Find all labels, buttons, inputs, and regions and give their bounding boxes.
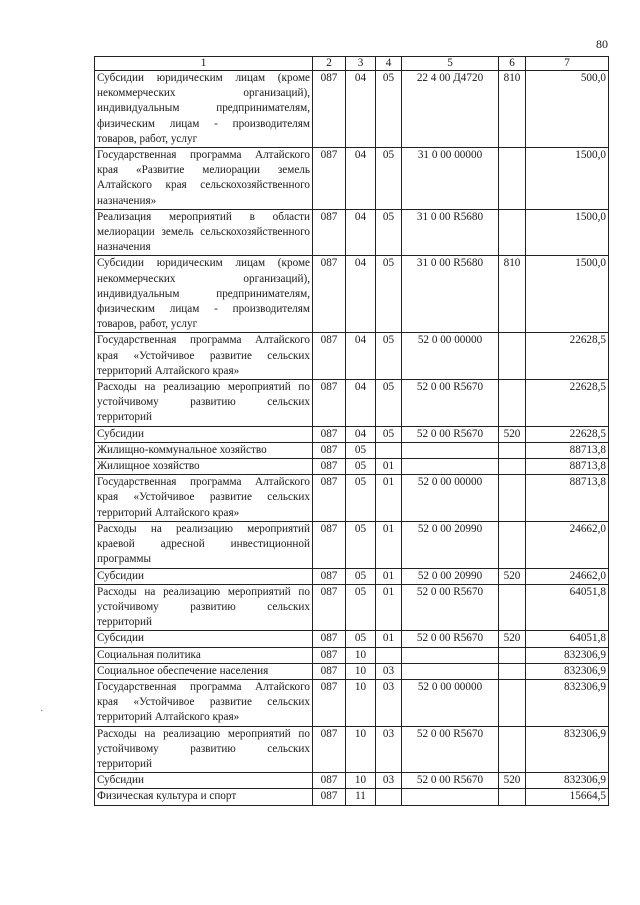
row-target-article-cell <box>402 663 499 679</box>
row-section-cell: 04 <box>346 148 376 210</box>
row-amount-cell: 88713,8 <box>526 442 609 458</box>
row-name-cell: Государственная программа Алтайского края «Развитие мелиорации земель Алтайского края сельскохозяйственного назначения» <box>95 148 313 210</box>
row-ved-cell: 087 <box>313 521 346 568</box>
row-target-article-cell <box>402 459 499 475</box>
row-subsection-cell: 01 <box>376 475 402 522</box>
row-expense-type-cell: 520 <box>499 426 526 442</box>
row-expense-type-cell <box>499 663 526 679</box>
row-expense-type-cell <box>499 459 526 475</box>
row-expense-type-cell <box>499 333 526 380</box>
table-row <box>95 380 609 427</box>
row-section-cell: 11 <box>346 789 376 805</box>
row-name-cell: Субсидии <box>95 568 313 584</box>
row-expense-type-cell <box>499 726 526 773</box>
row-amount-cell: 22628,5 <box>526 333 609 380</box>
row-section-cell: 05 <box>346 459 376 475</box>
row-amount-cell: 832306,9 <box>526 663 609 679</box>
row-expense-type-cell <box>499 679 526 726</box>
row-amount-cell: 832306,9 <box>526 726 609 773</box>
row-amount-cell: 1500,0 <box>526 256 609 333</box>
row-amount-cell: 64051,8 <box>526 584 609 631</box>
row-name-cell: Расходы на реализацию мероприятий по устойчивому развитию сельских территорий <box>95 726 313 773</box>
row-subsection-cell: 05 <box>376 148 402 210</box>
row-name-cell: Государственная программа Алтайского края «Устойчивое развитие сельских территорий Алтайского края» <box>95 679 313 726</box>
row-subsection-cell <box>376 647 402 663</box>
row-name-cell: Расходы на реализацию мероприятий по устойчивому развитию сельских территорий <box>95 380 313 427</box>
row-subsection-cell: 01 <box>376 584 402 631</box>
row-name-cell: Государственная программа Алтайского края «Устойчивое развитие сельских территорий Алтайского края» <box>95 333 313 380</box>
row-ved-cell: 087 <box>313 647 346 663</box>
row-expense-type-cell: 520 <box>499 568 526 584</box>
row-target-article-cell: 52 0 00 R5670 <box>402 631 499 647</box>
row-ved-cell: 087 <box>313 459 346 475</box>
column-header: 4 <box>376 57 402 71</box>
row-section-cell: 10 <box>346 663 376 679</box>
row-amount-cell: 22628,5 <box>526 380 609 427</box>
row-name-cell: Субсидии <box>95 773 313 789</box>
row-target-article-cell <box>402 647 499 663</box>
row-subsection-cell: 05 <box>376 426 402 442</box>
row-section-cell: 05 <box>346 442 376 458</box>
row-section-cell: 10 <box>346 647 376 663</box>
row-target-article-cell <box>402 442 499 458</box>
row-name-cell: Субсидии юридическим лицам (кроме некоммерческих организаций), индивидуальным предпринимателям, физическим лицам - производителям товаров, работ, услуг <box>95 256 313 333</box>
row-target-article-cell: 52 0 00 00000 <box>402 333 499 380</box>
row-subsection-cell: 05 <box>376 380 402 427</box>
row-ved-cell: 087 <box>313 773 346 789</box>
row-subsection-cell: 01 <box>376 521 402 568</box>
row-expense-type-cell <box>499 209 526 256</box>
row-target-article-cell: 31 0 00 00000 <box>402 148 499 210</box>
row-expense-type-cell <box>499 380 526 427</box>
table-row <box>95 333 609 380</box>
row-section-cell: 05 <box>346 631 376 647</box>
row-expense-type-cell <box>499 789 526 805</box>
row-expense-type-cell <box>499 442 526 458</box>
row-expense-type-cell <box>499 584 526 631</box>
row-section-cell: 04 <box>346 209 376 256</box>
row-expense-type-cell: 520 <box>499 631 526 647</box>
row-ved-cell: 087 <box>313 584 346 631</box>
row-subsection-cell: 05 <box>376 333 402 380</box>
row-subsection-cell: 05 <box>376 256 402 333</box>
row-name-cell: Субсидии <box>95 631 313 647</box>
row-ved-cell: 087 <box>313 426 346 442</box>
table-row <box>95 726 609 773</box>
row-ved-cell: 087 <box>313 256 346 333</box>
row-section-cell: 04 <box>346 256 376 333</box>
row-target-article-cell: 52 0 00 20990 <box>402 568 499 584</box>
row-target-article-cell: 22 4 00 Д4720 <box>402 71 499 148</box>
row-amount-cell: 88713,8 <box>526 459 609 475</box>
table-row <box>95 459 609 475</box>
table-row <box>95 568 609 584</box>
row-target-article-cell: 52 0 00 00000 <box>402 475 499 522</box>
row-target-article-cell: 52 0 00 20990 <box>402 521 499 568</box>
row-subsection-cell: 05 <box>376 209 402 256</box>
row-ved-cell: 087 <box>313 148 346 210</box>
row-subsection-cell: 03 <box>376 679 402 726</box>
row-section-cell: 05 <box>346 584 376 631</box>
row-target-article-cell <box>402 789 499 805</box>
row-target-article-cell: 52 0 00 R5670 <box>402 426 499 442</box>
row-target-article-cell: 52 0 00 R5670 <box>402 773 499 789</box>
table-row <box>95 71 609 148</box>
table-row <box>95 442 609 458</box>
row-ved-cell: 087 <box>313 663 346 679</box>
row-amount-cell: 1500,0 <box>526 148 609 210</box>
table-row <box>95 663 609 679</box>
row-subsection-cell: 01 <box>376 631 402 647</box>
row-subsection-cell: 05 <box>376 71 402 148</box>
row-ved-cell: 087 <box>313 209 346 256</box>
row-section-cell: 04 <box>346 426 376 442</box>
table-row <box>95 475 609 522</box>
table-row <box>95 647 609 663</box>
row-name-cell: Физическая культура и спорт <box>95 789 313 805</box>
table-row <box>95 209 609 256</box>
row-target-article-cell: 52 0 00 R5670 <box>402 726 499 773</box>
row-ved-cell: 087 <box>313 380 346 427</box>
row-amount-cell: 1500,0 <box>526 209 609 256</box>
row-target-article-cell: 52 0 00 R5670 <box>402 584 499 631</box>
row-name-cell: Реализация мероприятий в области мелиорации земель сельскохозяйственного назначения <box>95 209 313 256</box>
row-name-cell: Социальная политика <box>95 647 313 663</box>
row-amount-cell: 24662,0 <box>526 521 609 568</box>
row-ved-cell: 087 <box>313 71 346 148</box>
row-ved-cell: 087 <box>313 333 346 380</box>
row-name-cell: Расходы на реализацию мероприятий краевой адресной инвестиционной программы <box>95 521 313 568</box>
table-row <box>95 426 609 442</box>
row-section-cell: 05 <box>346 568 376 584</box>
table-row <box>95 789 609 805</box>
column-header: 7 <box>526 57 609 71</box>
table-row <box>95 256 609 333</box>
scan-speck: · <box>40 706 44 717</box>
page-number: 80 <box>596 37 608 51</box>
row-expense-type-cell <box>499 148 526 210</box>
row-ved-cell: 087 <box>313 475 346 522</box>
row-section-cell: 10 <box>346 773 376 789</box>
row-target-article-cell: 52 0 00 00000 <box>402 679 499 726</box>
row-subsection-cell <box>376 789 402 805</box>
row-name-cell: Жилищно-коммунальное хозяйство <box>95 442 313 458</box>
row-ved-cell: 087 <box>313 442 346 458</box>
column-header: 2 <box>313 57 346 71</box>
table-row <box>95 148 609 210</box>
row-amount-cell: 832306,9 <box>526 647 609 663</box>
row-amount-cell: 88713,8 <box>526 475 609 522</box>
column-header: 1 <box>95 57 313 71</box>
row-name-cell: Социальное обеспечение населения <box>95 663 313 679</box>
row-expense-type-cell: 810 <box>499 71 526 148</box>
table-row <box>95 773 609 789</box>
row-amount-cell: 64051,8 <box>526 631 609 647</box>
table-row <box>95 521 609 568</box>
row-subsection-cell <box>376 442 402 458</box>
row-name-cell: Субсидии юридическим лицам (кроме некоммерческих организаций), индивидуальным предпринимателям, физическим лицам - производителям товаров, работ, услуг <box>95 71 313 148</box>
row-ved-cell: 087 <box>313 726 346 773</box>
row-amount-cell: 22628,5 <box>526 426 609 442</box>
row-amount-cell: 832306,9 <box>526 773 609 789</box>
row-amount-cell: 832306,9 <box>526 679 609 726</box>
table-row <box>95 584 609 631</box>
row-subsection-cell: 03 <box>376 773 402 789</box>
budget-table <box>94 56 609 806</box>
row-section-cell: 05 <box>346 475 376 522</box>
row-name-cell: Субсидии <box>95 426 313 442</box>
row-amount-cell: 15664,5 <box>526 789 609 805</box>
row-section-cell: 04 <box>346 333 376 380</box>
row-target-article-cell: 31 0 00 R5680 <box>402 209 499 256</box>
column-header: 5 <box>402 57 499 71</box>
row-section-cell: 05 <box>346 521 376 568</box>
table-row <box>95 631 609 647</box>
row-expense-type-cell: 520 <box>499 773 526 789</box>
row-section-cell: 04 <box>346 71 376 148</box>
table-body <box>95 71 609 806</box>
row-section-cell: 10 <box>346 679 376 726</box>
column-header: 3 <box>346 57 376 71</box>
row-target-article-cell: 52 0 00 R5670 <box>402 380 499 427</box>
row-expense-type-cell <box>499 475 526 522</box>
row-expense-type-cell <box>499 521 526 568</box>
row-target-article-cell: 31 0 00 R5680 <box>402 256 499 333</box>
row-section-cell: 04 <box>346 380 376 427</box>
row-subsection-cell: 01 <box>376 568 402 584</box>
row-amount-cell: 500,0 <box>526 71 609 148</box>
column-header: 6 <box>499 57 526 71</box>
row-expense-type-cell <box>499 647 526 663</box>
row-ved-cell: 087 <box>313 568 346 584</box>
row-subsection-cell: 01 <box>376 459 402 475</box>
row-section-cell: 10 <box>346 726 376 773</box>
row-name-cell: Государственная программа Алтайского края «Устойчивое развитие сельских территорий Алтайского края» <box>95 475 313 522</box>
table-row <box>95 679 609 726</box>
row-ved-cell: 087 <box>313 631 346 647</box>
row-name-cell: Жилищное хозяйство <box>95 459 313 475</box>
row-ved-cell: 087 <box>313 789 346 805</box>
row-ved-cell: 087 <box>313 679 346 726</box>
row-amount-cell: 24662,0 <box>526 568 609 584</box>
column-number-row <box>95 57 609 71</box>
row-name-cell: Расходы на реализацию мероприятий по устойчивому развитию сельских территорий <box>95 584 313 631</box>
row-subsection-cell: 03 <box>376 663 402 679</box>
row-expense-type-cell: 810 <box>499 256 526 333</box>
row-subsection-cell: 03 <box>376 726 402 773</box>
